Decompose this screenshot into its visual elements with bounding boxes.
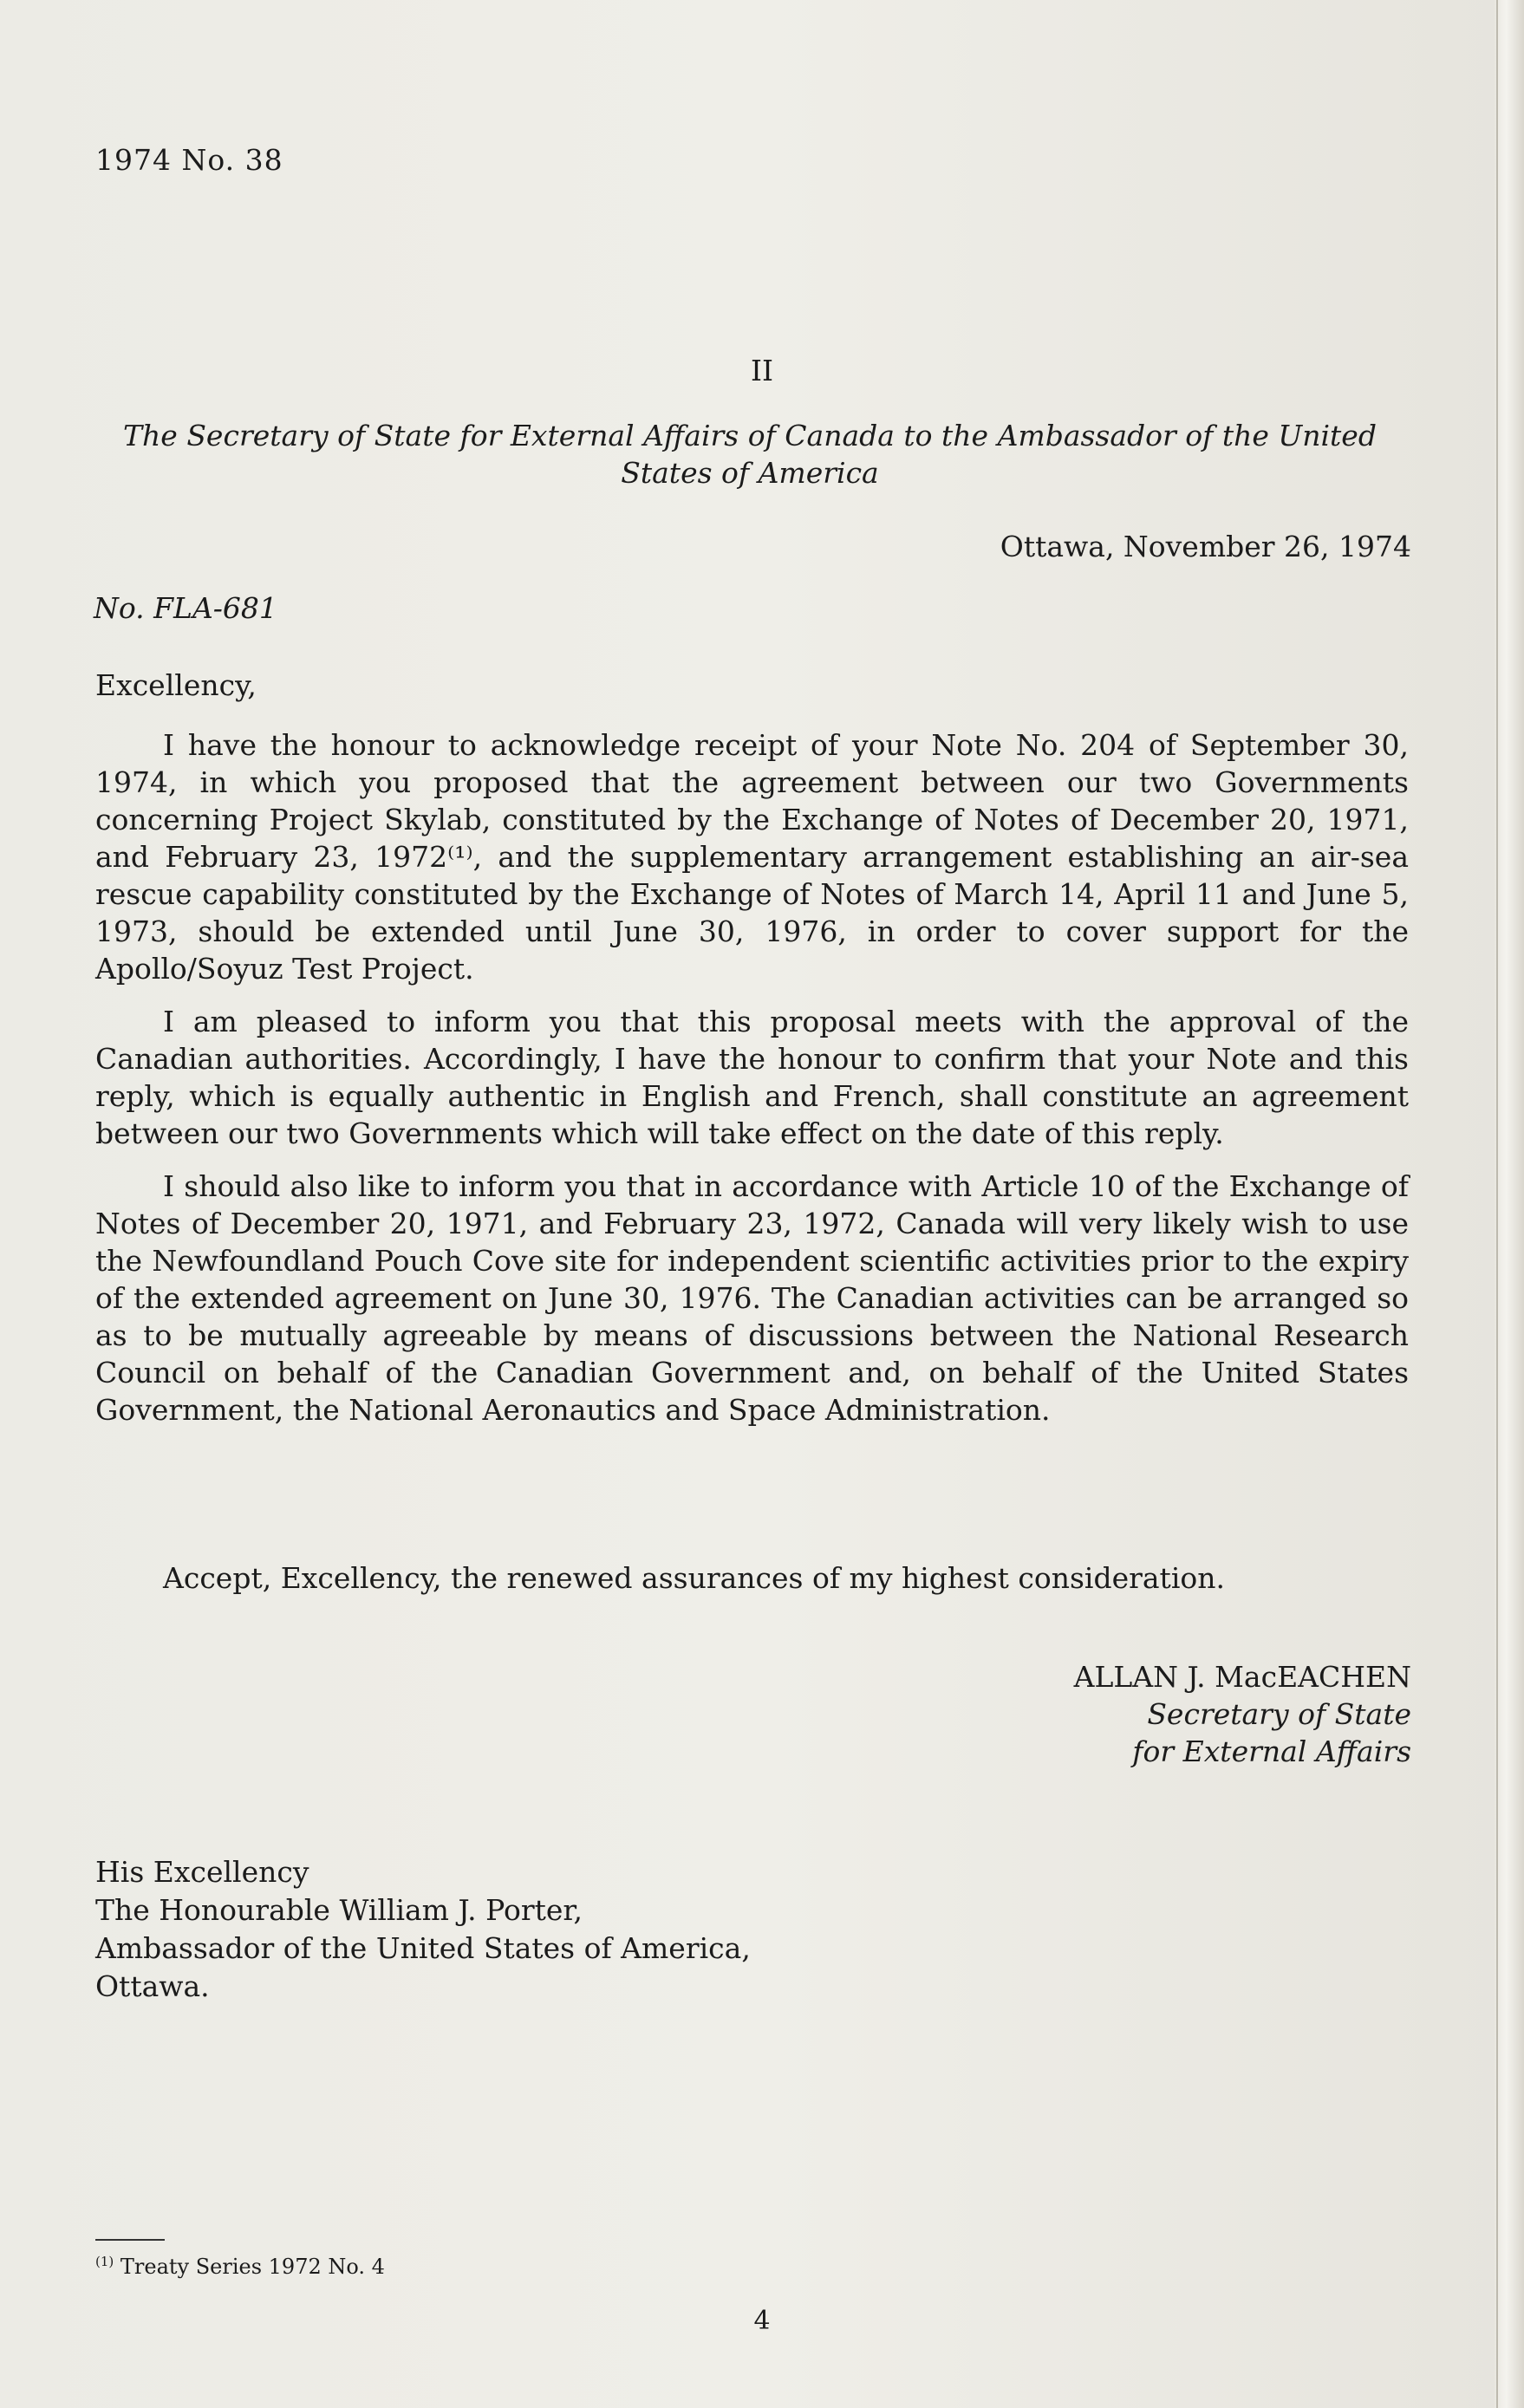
addressee-line-4: Ottawa.	[95, 1969, 210, 2003]
addressee-block	[95, 1853, 751, 2006]
addressee-line-3: Ambassador of the United States of America,	[95, 1931, 751, 1965]
treaty-series-header: 1974 No. 38	[95, 143, 283, 177]
closing-line: Accept, Excellency, the renewed assurances of my highest consideration.	[163, 1561, 1225, 1595]
letter-heading: The Secretary of State for External Affairs of Canada to the Ambassador of the United States of America	[123, 419, 1377, 490]
signatory-title-line-2: for External Affairs	[1132, 1734, 1411, 1768]
note-reference: No. FLA-681	[94, 591, 277, 625]
body-paragraph-2: I am pleased to inform you that this proposal meets with the approval of the Canadian authorities. Accordingly, I have the honour to confirm that your Note and this reply, which is equally authentic in English and French, shall constitute an agreement between our two Governments which will take effect on the date of this reply.	[95, 1005, 1409, 1150]
body-paragraph-1: I have the honour to acknowledge receipt of your Note No. 204 of September 30, 1974, in which you proposed that the agreement between our two Governments concerning Project Skylab, constituted by the Exchange of Notes of December 20, 1971, and February 23, 1972⁽¹⁾, and the supplementary arrangement establishing an air-sea rescue capability constituted by the Exchange of Notes of March 14, April 11 and June 5, 1973, should be extended until June 30, 1976, in order to cover support for the Apollo/Soyuz Test Project.	[95, 728, 1409, 986]
signatory-title-line-1: Secretary of State	[1147, 1697, 1411, 1731]
place-and-date: Ottawa, November 26, 1974	[1000, 530, 1411, 563]
footnote-marker: (1)	[95, 2254, 114, 2269]
body-paragraph-3: I should also like to inform you that in accordance with Article 10 of the Exchange of Notes of December 20, 1971, and February 23, 1972, Canada will very likely wish to use the Newfoundland Pouch Cove site for independent scientific activities prior to the expiry of the extended agreement on June 30, 1976. The Canadian activities can be arranged so as to be mutually agreeable by means of discussions between the National Research Council on behalf of the Canadian Government and, on behalf of the United States Government, the National Aeronautics and Space Administration.	[95, 1169, 1409, 1427]
section-number: II	[750, 354, 774, 387]
footnote-text: Treaty Series 1972 No. 4	[120, 2255, 385, 2279]
addressee-line-1: His Excellency	[95, 1855, 309, 1889]
salutation: Excellency,	[95, 668, 257, 702]
footnote	[95, 2254, 385, 2279]
footnote-rule	[95, 2239, 165, 2241]
addressee-line-2: The Honourable William J. Porter,	[95, 1893, 583, 1927]
signature-block	[1074, 1658, 1411, 1770]
page-number: 4	[753, 2306, 771, 2336]
signatory-name: ALLAN J. MacEACHEN	[1073, 1660, 1411, 1694]
letter-body	[95, 726, 1409, 1444]
